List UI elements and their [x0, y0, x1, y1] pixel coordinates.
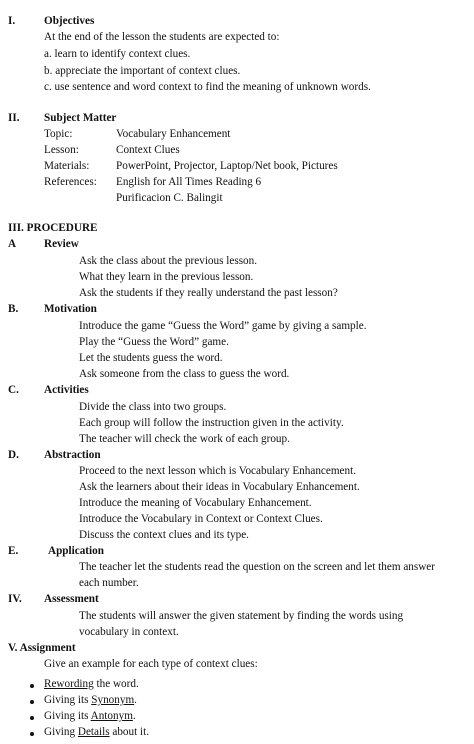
subject-value-references: English for All Times Reading 6: [116, 176, 262, 188]
assessment-numeral: IV.: [8, 593, 22, 605]
assignment-bullet-item: Giving its Synonym.: [44, 694, 137, 706]
application-heading: Application: [48, 545, 104, 557]
objectives-numeral: I.: [8, 15, 16, 27]
motivation-heading: Motivation: [44, 303, 97, 315]
subject-label-lesson: Lesson:: [44, 144, 79, 156]
activities-line: Each group will follow the instruction given in the activity.: [79, 417, 344, 429]
bullet-icon: [30, 684, 34, 688]
motivation-letter: B.: [8, 303, 19, 315]
abstraction-heading: Abstraction: [44, 449, 101, 461]
assessment-line: The students will answer the given statement by finding the words using: [79, 610, 404, 622]
subject-value-topic: Vocabulary Enhancement: [116, 128, 231, 140]
review-heading: Review: [44, 238, 79, 250]
subject-value-lesson: Context Clues: [116, 144, 180, 156]
bullet-icon: [30, 716, 34, 720]
review-line: Ask the students if they really understand the past lesson?: [79, 287, 338, 299]
objective-item: a. learn to identify context clues.: [44, 48, 191, 60]
abstraction-line: Introduce the meaning of Vocabulary Enhancement.: [79, 497, 312, 509]
objective-item: b. appreciate the important of context clues.: [44, 65, 241, 77]
assessment-heading: Assessment: [44, 593, 99, 605]
activities-letter: C.: [8, 384, 19, 396]
motivation-line: Introduce the game “Guess the Word” game by giving a sample.: [79, 320, 367, 332]
abstraction-line: Introduce the Vocabulary in Context or Context Clues.: [79, 513, 323, 525]
assignment-bullet-item: Giving its Antonym.: [44, 710, 136, 722]
subject-label-references: References:: [44, 176, 97, 188]
activities-line: Divide the class into two groups.: [79, 401, 227, 413]
motivation-line: Play the “Guess the Word” game.: [79, 336, 229, 348]
subject-label-topic: Topic:: [44, 128, 73, 140]
abstraction-line: Discuss the context clues and its type.: [79, 529, 249, 541]
objectives-intro: At the end of the lesson the students are expected to:: [44, 31, 280, 43]
application-line: each number.: [79, 577, 139, 589]
bullet-icon: [30, 732, 34, 736]
bullet-icon: [30, 700, 34, 704]
subject-matter-numeral: II.: [8, 112, 20, 124]
application-letter: E.: [8, 545, 19, 557]
objectives-heading: Objectives: [44, 15, 95, 27]
abstraction-line: Proceed to the next lesson which is Vocabulary Enhancement.: [79, 465, 357, 477]
activities-line: The teacher will check the work of each group.: [79, 433, 290, 445]
review-letter: A: [8, 238, 17, 250]
motivation-line: Ask someone from the class to guess the word.: [79, 368, 290, 380]
subject-reference-author: Purificacion C. Balingit: [116, 192, 223, 204]
abstraction-letter: D.: [8, 449, 19, 461]
subject-value-materials: PowerPoint, Projector, Laptop/Net book, Pictures: [116, 160, 338, 172]
review-line: Ask the class about the previous lesson.: [79, 255, 258, 267]
assignment-bullet-item: Giving Details about it.: [44, 726, 150, 738]
objective-item: c. use sentence and word context to find the meaning of unknown words.: [44, 81, 371, 93]
assessment-line: vocabulary in context.: [79, 626, 179, 638]
activities-heading: Activities: [44, 384, 89, 396]
procedure-heading: III. PROCEDURE: [8, 222, 98, 234]
subject-matter-heading: Subject Matter: [44, 112, 117, 124]
abstraction-line: Ask the learners about their ideas in Vocabulary Enhancement.: [79, 481, 360, 493]
review-line: What they learn in the previous lesson.: [79, 271, 254, 283]
assignment-intro: Give an example for each type of context clues:: [44, 658, 258, 670]
subject-label-materials: Materials:: [44, 160, 90, 172]
assignment-bullet-item: Rewording the word.: [44, 678, 139, 690]
motivation-line: Let the students guess the word.: [79, 352, 223, 364]
assignment-heading: V. Assignment: [8, 642, 76, 654]
application-line: The teacher let the students read the question on the screen and let them answer: [79, 561, 436, 573]
